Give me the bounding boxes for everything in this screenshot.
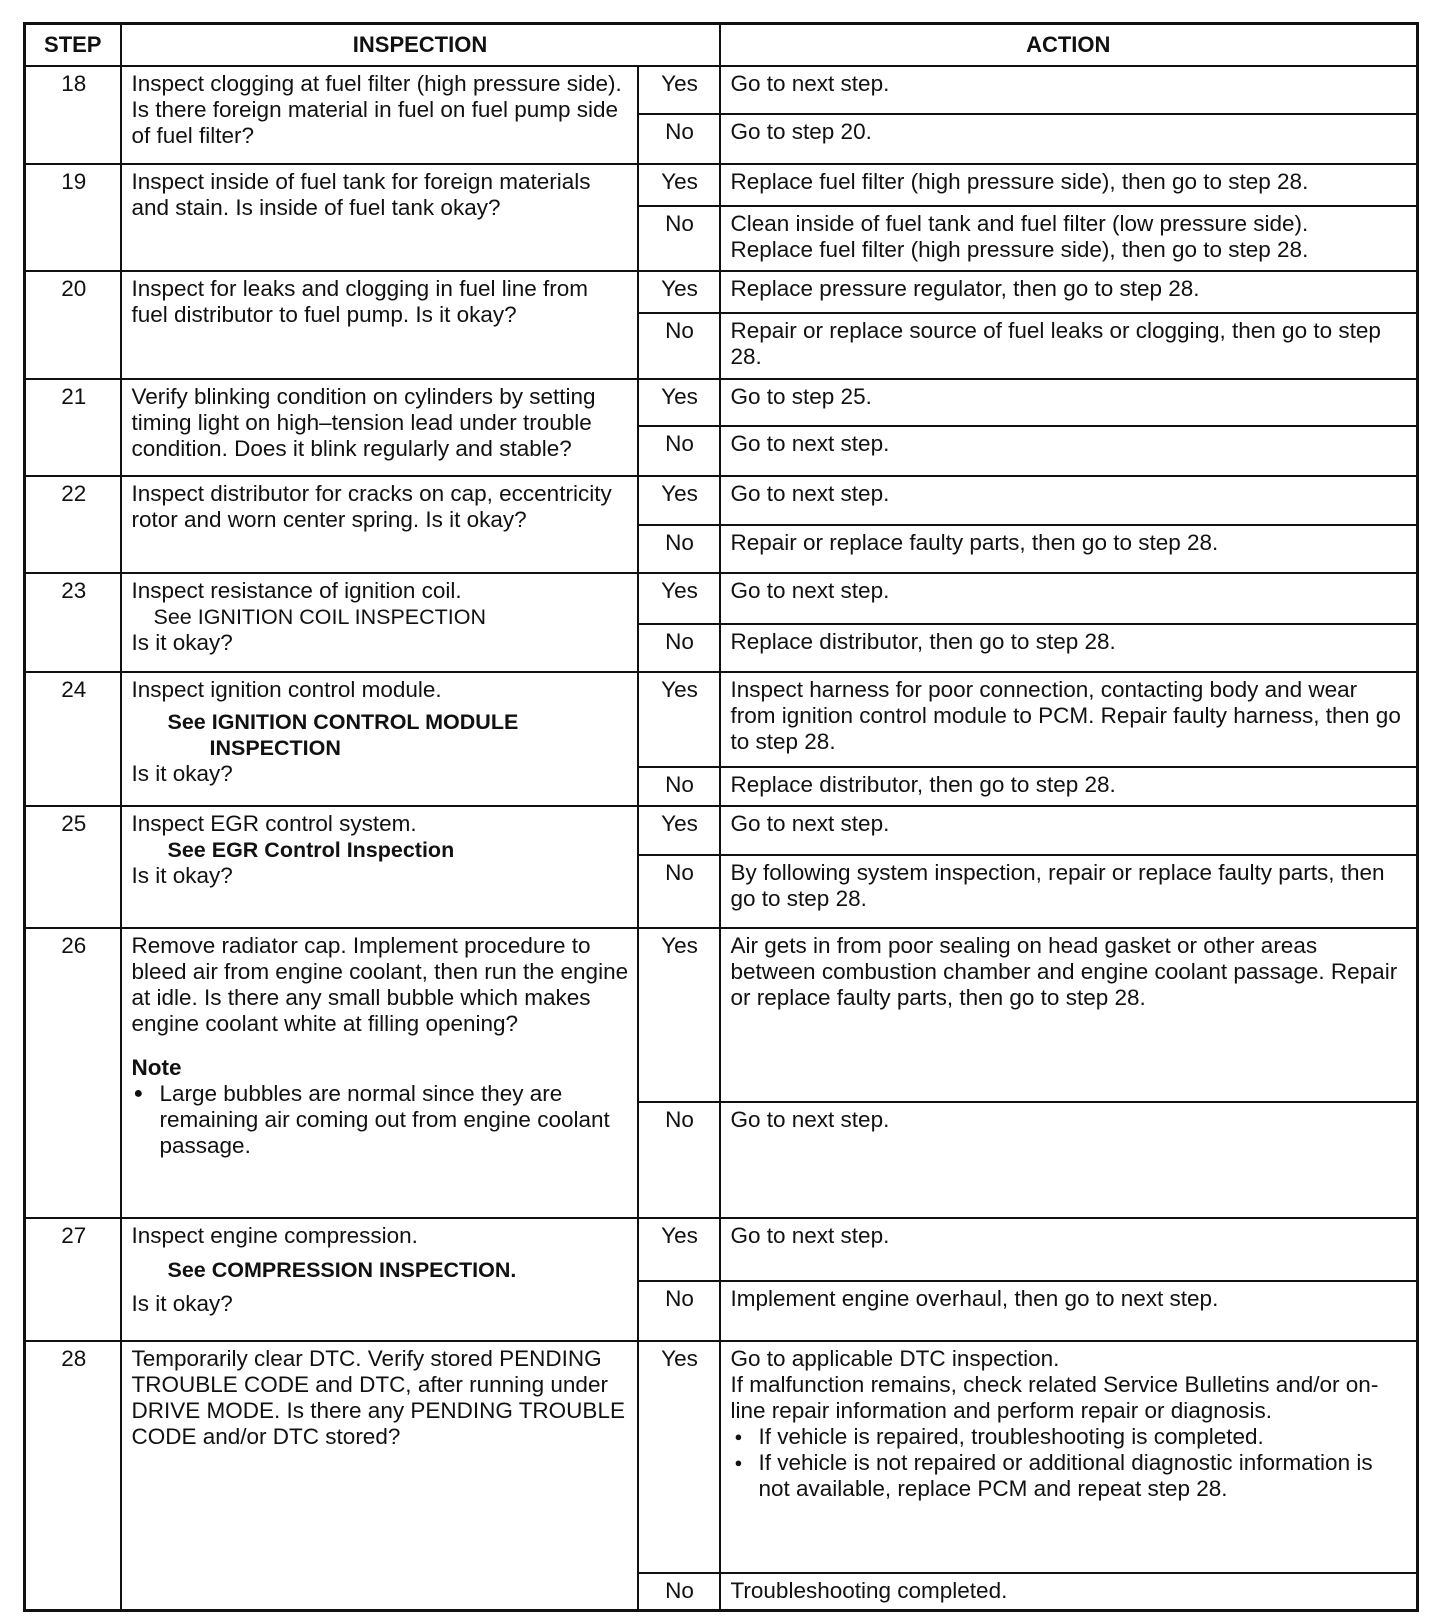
no-action: Implement engine overhaul, then go to next step. <box>720 1281 1418 1342</box>
no-action: Go to next step. <box>720 426 1418 475</box>
no-label: No <box>638 1573 720 1611</box>
table-row <box>25 271 1418 313</box>
header-action: ACTION <box>720 24 1418 67</box>
see-reference-link[interactable]: See EGR Control Inspection <box>167 838 455 862</box>
inspection-text: Verify blinking condition on cylinders by setting timing light on high–tension lead under trouble condition. Does it blink regularly and stable? <box>121 379 638 476</box>
no-label: No <box>638 114 720 163</box>
inspection-cell <box>121 928 638 1217</box>
table-row <box>25 1341 1418 1573</box>
step-number: 22 <box>25 476 121 574</box>
step-number: 23 <box>25 573 121 672</box>
inspection-text: Inspect distributor for cracks on cap, eccentricity rotor and worn center spring. Is it okay? <box>121 476 638 574</box>
no-label: No <box>638 855 720 928</box>
header-inspection: INSPECTION <box>121 24 720 67</box>
step-number: 24 <box>25 672 121 806</box>
header-step: STEP <box>25 24 121 67</box>
table-row <box>25 672 1418 767</box>
yes-action-bullets <box>731 1424 1409 1502</box>
no-action: Replace distributor, then go to step 28. <box>720 624 1418 672</box>
no-action: Replace distributor, then go to step 28. <box>720 767 1418 806</box>
yes-action: Replace fuel filter (high pressure side), then go to step 28. <box>720 164 1418 206</box>
yes-label: Yes <box>638 573 720 623</box>
inspection-cell <box>121 1218 638 1342</box>
no-action-line-2: Replace fuel filter (high pressure side), then go to step 28. <box>730 236 1309 262</box>
yes-action: Inspect harness for poor connection, contacting body and wear from ignition control module to PCM. Repair faulty harness, then go to step 28. <box>720 672 1418 767</box>
yes-label: Yes <box>638 806 720 855</box>
table-row <box>25 928 1418 1102</box>
yes-action-bullet: ● If vehicle is not repaired or additional diagnostic information is not available, replace PCM and repeat step 28. <box>759 1450 1409 1502</box>
table-row <box>25 66 1418 114</box>
inspection-text: Temporarily clear DTC. Verify stored PENDING TROUBLE CODE and DTC, after running under DRIVE MODE. Is there any PENDING TROUBLE CODE and/or DTC stored? <box>121 1341 638 1610</box>
yes-label: Yes <box>638 271 720 313</box>
table-row <box>25 476 1418 525</box>
inspection-question: Is it okay? <box>131 863 233 888</box>
no-action: Repair or replace source of fuel leaks or clogging, then go to step 28. <box>720 313 1418 379</box>
inspection-text: Remove radiator cap. Implement procedure to bleed air from engine coolant, then run the engine at idle. Is there any small bubble which makes engine coolant white at filling opening? <box>131 933 629 1037</box>
note-heading: Note <box>131 1055 182 1081</box>
inspection-question: Is it okay? <box>131 630 233 656</box>
inspection-question: Is it okay? <box>131 761 233 787</box>
step-number: 20 <box>25 271 121 379</box>
no-action-line-1: Clean inside of fuel tank and fuel filter (low pressure side). <box>730 210 1309 236</box>
see-reference-link-continued[interactable]: INSPECTION <box>209 736 341 761</box>
yes-label: Yes <box>638 476 720 525</box>
see-reference-link[interactable]: See IGNITION COIL INSPECTION <box>153 605 487 630</box>
yes-action: Go to next step. <box>720 1218 1418 1281</box>
no-label: No <box>638 206 720 271</box>
table-row <box>25 379 1418 426</box>
inspection-cell <box>121 672 638 806</box>
table-row <box>25 573 1418 623</box>
no-label: No <box>638 1102 720 1217</box>
no-action: Troubleshooting completed. <box>720 1573 1418 1611</box>
note-bullet: ● Large bubbles are normal since they are remaining air coming out from engine coolant passage. <box>160 1081 629 1159</box>
inspection-cell <box>121 806 638 928</box>
inspection-text: Inspect clogging at fuel filter (high pressure side). Is there foreign material in fuel on fuel pump side of fuel filter? <box>121 66 638 164</box>
yes-label: Yes <box>638 164 720 206</box>
no-label: No <box>638 313 720 379</box>
see-reference-link[interactable]: See IGNITION CONTROL MODULE <box>167 710 519 735</box>
step-number: 25 <box>25 806 121 928</box>
yes-label: Yes <box>638 66 720 114</box>
inspection-text: Inspect EGR control system. <box>131 811 417 836</box>
step-number: 27 <box>25 1218 121 1342</box>
yes-action: Air gets in from poor sealing on head gasket or other areas between combustion chamber and engine coolant passage. Repair or replace faulty parts, then go to step 28. <box>720 928 1418 1102</box>
no-action <box>720 206 1418 271</box>
yes-action: Go to next step. <box>720 573 1418 623</box>
inspection-text: Inspect ignition control module. <box>131 677 442 703</box>
yes-label: Yes <box>638 928 720 1102</box>
no-label: No <box>638 1281 720 1342</box>
table-row <box>25 164 1418 206</box>
table-header-row <box>25 24 1418 67</box>
yes-action-line-2: If malfunction remains, check related Service Bulletins and/or on-line repair information and perform repair or diagnosis. <box>730 1372 1379 1424</box>
no-action: By following system inspection, repair or replace faulty parts, then go to step 28. <box>720 855 1418 928</box>
no-action: Repair or replace faulty parts, then go to step 28. <box>720 525 1418 573</box>
yes-action-bullet: ● If vehicle is repaired, troubleshooting is completed. <box>759 1424 1409 1450</box>
inspection-text: Inspect inside of fuel tank for foreign materials and stain. Is inside of fuel tank okay? <box>121 164 638 271</box>
yes-label: Yes <box>638 379 720 426</box>
step-number: 19 <box>25 164 121 271</box>
yes-label: Yes <box>638 1218 720 1281</box>
no-label: No <box>638 525 720 573</box>
yes-action: Replace pressure regulator, then go to step 28. <box>720 271 1418 313</box>
see-reference-link[interactable]: See COMPRESSION INSPECTION. <box>167 1257 517 1282</box>
diagnostic-procedure-document <box>23 22 1419 1612</box>
table-row <box>25 806 1418 855</box>
inspection-text: Inspect resistance of ignition coil. <box>131 578 462 604</box>
no-label: No <box>638 426 720 475</box>
yes-action-line-1: Go to applicable DTC inspection. <box>730 1346 1060 1372</box>
no-action: Go to next step. <box>720 1102 1418 1217</box>
yes-action: Go to next step. <box>720 476 1418 525</box>
inspection-text: Inspect for leaks and clogging in fuel line from fuel distributor to fuel pump. Is it okay? <box>121 271 638 379</box>
inspection-question: Is it okay? <box>131 1290 233 1316</box>
yes-label: Yes <box>638 1341 720 1573</box>
step-number: 28 <box>25 1341 121 1610</box>
no-action: Go to step 20. <box>720 114 1418 163</box>
yes-action <box>720 1341 1418 1573</box>
step-number: 21 <box>25 379 121 476</box>
yes-label: Yes <box>638 672 720 767</box>
troubleshooting-table <box>23 22 1419 1612</box>
note-list <box>132 1081 629 1159</box>
yes-action: Go to next step. <box>720 806 1418 855</box>
inspection-cell <box>121 573 638 672</box>
step-number: 18 <box>25 66 121 164</box>
yes-action: Go to step 25. <box>720 379 1418 426</box>
inspection-text: Inspect engine compression. <box>131 1222 418 1248</box>
no-label: No <box>638 624 720 672</box>
no-label: No <box>638 767 720 806</box>
table-row <box>25 1218 1418 1281</box>
yes-action: Go to next step. <box>720 66 1418 114</box>
step-number: 26 <box>25 928 121 1217</box>
